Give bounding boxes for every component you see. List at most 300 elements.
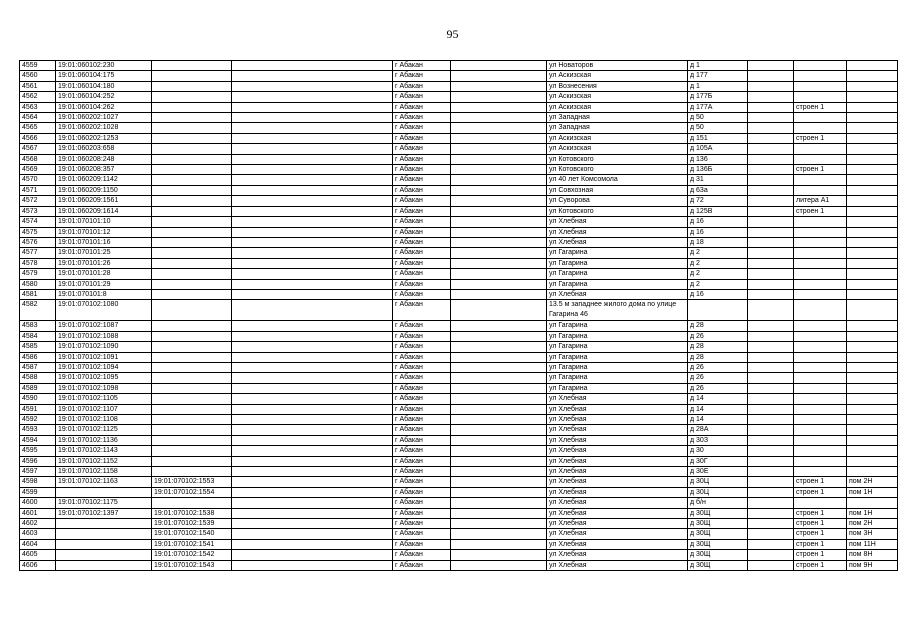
empty-cell-a: [232, 279, 393, 289]
row-number-cell: 4591: [20, 404, 56, 414]
city-cell: г Абакан: [393, 144, 451, 154]
house-cell: д 30Е: [688, 467, 748, 477]
city-cell: г Абакан: [393, 415, 451, 425]
table-row: [20, 362, 898, 372]
table-row: [20, 560, 898, 570]
city-cell: г Абакан: [393, 550, 451, 560]
building-cell: строен 1: [794, 133, 847, 143]
empty-cell-a: [232, 185, 393, 195]
empty-cell-b: [451, 415, 547, 425]
building-cell: [794, 362, 847, 372]
empty-cell-a: [232, 498, 393, 508]
empty-cell-c: [748, 81, 794, 91]
premises-cell: [847, 133, 898, 143]
premises-cell: [847, 269, 898, 279]
empty-cell-b: [451, 435, 547, 445]
house-cell: д 26: [688, 383, 748, 393]
table-row: [20, 248, 898, 258]
sub-cadastral-number-cell: [152, 196, 232, 206]
street-cell: ул Новаторов: [547, 61, 688, 71]
premises-cell: пом 1Н: [847, 487, 898, 497]
empty-cell-b: [451, 560, 547, 570]
row-number-cell: 4579: [20, 269, 56, 279]
street-cell: ул Хлебная: [547, 415, 688, 425]
street-cell: ул Хлебная: [547, 477, 688, 487]
sub-cadastral-number-cell: 19:01:070102:1543: [152, 560, 232, 570]
empty-cell-c: [748, 102, 794, 112]
empty-cell-a: [232, 446, 393, 456]
empty-cell-c: [748, 237, 794, 247]
premises-cell: [847, 123, 898, 133]
empty-cell-c: [748, 487, 794, 497]
cadastral-number-cell: 19:01:070102:1163: [56, 477, 152, 487]
building-cell: [794, 425, 847, 435]
premises-cell: [847, 258, 898, 268]
row-number-cell: 4566: [20, 133, 56, 143]
cadastral-number-cell: 19:01:060104:180: [56, 81, 152, 91]
sub-cadastral-number-cell: [152, 331, 232, 341]
building-cell: строен 1: [794, 477, 847, 487]
house-cell: д 28: [688, 342, 748, 352]
street-cell: ул Аскизская: [547, 133, 688, 143]
city-cell: г Абакан: [393, 321, 451, 331]
premises-cell: [847, 217, 898, 227]
building-cell: [794, 300, 847, 321]
city-cell: г Абакан: [393, 92, 451, 102]
house-cell: д 26: [688, 362, 748, 372]
empty-cell-b: [451, 165, 547, 175]
row-number-cell: 4578: [20, 258, 56, 268]
building-cell: [794, 123, 847, 133]
empty-cell-b: [451, 321, 547, 331]
empty-cell-b: [451, 71, 547, 81]
street-cell: ул Котовского: [547, 154, 688, 164]
empty-cell-b: [451, 539, 547, 549]
house-cell: д 26: [688, 373, 748, 383]
house-cell: д 177Б: [688, 92, 748, 102]
row-number-cell: 4603: [20, 529, 56, 539]
empty-cell-c: [748, 61, 794, 71]
city-cell: г Абакан: [393, 102, 451, 112]
table-row: [20, 539, 898, 549]
table-row: [20, 446, 898, 456]
row-number-cell: 4597: [20, 467, 56, 477]
row-number-cell: 4604: [20, 539, 56, 549]
empty-cell-a: [232, 487, 393, 497]
empty-cell-b: [451, 113, 547, 123]
sub-cadastral-number-cell: [152, 227, 232, 237]
cadastral-number-cell: 19:01:060104:262: [56, 102, 152, 112]
building-cell: [794, 227, 847, 237]
empty-cell-b: [451, 404, 547, 414]
sub-cadastral-number-cell: [152, 279, 232, 289]
cadastral-number-cell: 19:01:070101:8: [56, 289, 152, 299]
empty-cell-b: [451, 529, 547, 539]
empty-cell-c: [748, 300, 794, 321]
building-cell: [794, 435, 847, 445]
empty-cell-a: [232, 92, 393, 102]
empty-cell-c: [748, 404, 794, 414]
empty-cell-c: [748, 113, 794, 123]
premises-cell: [847, 196, 898, 206]
register-table-body: [20, 61, 898, 571]
row-number-cell: 4565: [20, 123, 56, 133]
premises-cell: пом 9Н: [847, 560, 898, 570]
table-row: [20, 435, 898, 445]
cadastral-number-cell: 19:01:060202:1028: [56, 123, 152, 133]
empty-cell-c: [748, 508, 794, 518]
house-cell: д 177: [688, 71, 748, 81]
sub-cadastral-number-cell: [152, 352, 232, 362]
sub-cadastral-number-cell: [152, 467, 232, 477]
sub-cadastral-number-cell: [152, 321, 232, 331]
street-cell: ул Хлебная: [547, 456, 688, 466]
premises-cell: пом 3Н: [847, 529, 898, 539]
empty-cell-a: [232, 321, 393, 331]
empty-cell-b: [451, 102, 547, 112]
table-row: [20, 352, 898, 362]
sub-cadastral-number-cell: [152, 185, 232, 195]
city-cell: г Абакан: [393, 331, 451, 341]
empty-cell-a: [232, 477, 393, 487]
house-cell: д 30Щ: [688, 508, 748, 518]
sub-cadastral-number-cell: [152, 71, 232, 81]
city-cell: г Абакан: [393, 435, 451, 445]
row-number-cell: 4586: [20, 352, 56, 362]
row-number-cell: 4573: [20, 206, 56, 216]
city-cell: г Абакан: [393, 133, 451, 143]
row-number-cell: 4592: [20, 415, 56, 425]
street-cell: ул Гагарина: [547, 342, 688, 352]
premises-cell: [847, 185, 898, 195]
table-row: [20, 415, 898, 425]
city-cell: г Абакан: [393, 185, 451, 195]
empty-cell-b: [451, 227, 547, 237]
city-cell: г Абакан: [393, 352, 451, 362]
row-number-cell: 4598: [20, 477, 56, 487]
street-cell: ул Суворова: [547, 196, 688, 206]
empty-cell-a: [232, 425, 393, 435]
table-row: [20, 498, 898, 508]
empty-cell-a: [232, 383, 393, 393]
street-cell: ул Хлебная: [547, 446, 688, 456]
sub-cadastral-number-cell: [152, 92, 232, 102]
house-cell: [688, 300, 748, 321]
house-cell: д 2: [688, 269, 748, 279]
street-cell: ул Гагарина: [547, 373, 688, 383]
house-cell: д 136Б: [688, 165, 748, 175]
row-number-cell: 4601: [20, 508, 56, 518]
table-row: [20, 383, 898, 393]
empty-cell-b: [451, 498, 547, 508]
cadastral-number-cell: 19:01:060104:252: [56, 92, 152, 102]
empty-cell-c: [748, 217, 794, 227]
row-number-cell: 4560: [20, 71, 56, 81]
empty-cell-c: [748, 175, 794, 185]
premises-cell: [847, 352, 898, 362]
street-cell: ул Хлебная: [547, 487, 688, 497]
cadastral-number-cell: [56, 550, 152, 560]
table-row: [20, 206, 898, 216]
sub-cadastral-number-cell: [152, 362, 232, 372]
premises-cell: [847, 425, 898, 435]
sub-cadastral-number-cell: [152, 446, 232, 456]
empty-cell-b: [451, 279, 547, 289]
house-cell: д 30Ц: [688, 487, 748, 497]
city-cell: г Абакан: [393, 227, 451, 237]
row-number-cell: 4583: [20, 321, 56, 331]
street-cell: ул Хлебная: [547, 508, 688, 518]
cadastral-number-cell: 19:01:070102:1095: [56, 373, 152, 383]
premises-cell: [847, 71, 898, 81]
empty-cell-c: [748, 362, 794, 372]
street-cell: ул Гагарина: [547, 362, 688, 372]
empty-cell-a: [232, 467, 393, 477]
empty-cell-b: [451, 81, 547, 91]
table-row: [20, 102, 898, 112]
sub-cadastral-number-cell: [152, 175, 232, 185]
row-number-cell: 4582: [20, 300, 56, 321]
building-cell: [794, 342, 847, 352]
building-cell: [794, 321, 847, 331]
building-cell: [794, 289, 847, 299]
cadastral-number-cell: [56, 519, 152, 529]
premises-cell: пом 8Н: [847, 550, 898, 560]
house-cell: д 14: [688, 394, 748, 404]
empty-cell-a: [232, 144, 393, 154]
street-cell: ул Котовского: [547, 165, 688, 175]
empty-cell-b: [451, 206, 547, 216]
house-cell: д 30З: [688, 435, 748, 445]
empty-cell-a: [232, 227, 393, 237]
empty-cell-b: [451, 487, 547, 497]
sub-cadastral-number-cell: 19:01:070102:1539: [152, 519, 232, 529]
city-cell: г Абакан: [393, 217, 451, 227]
table-row: [20, 279, 898, 289]
street-cell: ул Хлебная: [547, 498, 688, 508]
house-cell: д 14: [688, 404, 748, 414]
sub-cadastral-number-cell: [152, 425, 232, 435]
empty-cell-a: [232, 237, 393, 247]
empty-cell-c: [748, 269, 794, 279]
building-cell: [794, 269, 847, 279]
table-row: [20, 550, 898, 560]
empty-cell-c: [748, 123, 794, 133]
street-cell: ул Хлебная: [547, 227, 688, 237]
premises-cell: [847, 289, 898, 299]
city-cell: г Абакан: [393, 154, 451, 164]
row-number-cell: 4569: [20, 165, 56, 175]
building-cell: [794, 404, 847, 414]
street-cell: 13.5 м западнее жилого дома по улице Гагарина 46: [547, 300, 688, 321]
city-cell: г Абакан: [393, 81, 451, 91]
premises-cell: пом 2Н: [847, 519, 898, 529]
table-row: [20, 487, 898, 497]
cadastral-number-cell: 19:01:060209:1561: [56, 196, 152, 206]
house-cell: д 28: [688, 321, 748, 331]
premises-cell: [847, 154, 898, 164]
empty-cell-a: [232, 550, 393, 560]
empty-cell-c: [748, 331, 794, 341]
row-number-cell: 4567: [20, 144, 56, 154]
premises-cell: [847, 92, 898, 102]
premises-cell: [847, 102, 898, 112]
premises-cell: пом 2Н: [847, 477, 898, 487]
empty-cell-b: [451, 373, 547, 383]
cadastral-number-cell: 19:01:060102:230: [56, 61, 152, 71]
empty-cell-b: [451, 289, 547, 299]
premises-cell: [847, 498, 898, 508]
empty-cell-c: [748, 373, 794, 383]
table-row: [20, 394, 898, 404]
table-row: [20, 477, 898, 487]
empty-cell-a: [232, 342, 393, 352]
sub-cadastral-number-cell: [152, 123, 232, 133]
row-number-cell: 4563: [20, 102, 56, 112]
house-cell: д 30Ц: [688, 477, 748, 487]
empty-cell-c: [748, 394, 794, 404]
premises-cell: пом 11Н: [847, 539, 898, 549]
building-cell: строен 1: [794, 550, 847, 560]
city-cell: г Абакан: [393, 456, 451, 466]
row-number-cell: 4581: [20, 289, 56, 299]
cadastral-number-cell: 19:01:060104:175: [56, 71, 152, 81]
empty-cell-b: [451, 196, 547, 206]
table-row: [20, 165, 898, 175]
city-cell: г Абакан: [393, 300, 451, 321]
street-cell: ул Гагарина: [547, 383, 688, 393]
empty-cell-b: [451, 248, 547, 258]
house-cell: д 2: [688, 258, 748, 268]
empty-cell-c: [748, 196, 794, 206]
sub-cadastral-number-cell: [152, 81, 232, 91]
premises-cell: [847, 227, 898, 237]
house-cell: д 72: [688, 196, 748, 206]
empty-cell-c: [748, 383, 794, 393]
street-cell: ул Хлебная: [547, 217, 688, 227]
premises-cell: [847, 165, 898, 175]
empty-cell-c: [748, 92, 794, 102]
street-cell: ул Гагарина: [547, 269, 688, 279]
city-cell: г Абакан: [393, 362, 451, 372]
table-row: [20, 321, 898, 331]
empty-cell-a: [232, 165, 393, 175]
empty-cell-a: [232, 61, 393, 71]
row-number-cell: 4577: [20, 248, 56, 258]
cadastral-number-cell: 19:01:060208:248: [56, 154, 152, 164]
premises-cell: [847, 206, 898, 216]
table-row: [20, 237, 898, 247]
house-cell: д 16: [688, 227, 748, 237]
premises-cell: [847, 300, 898, 321]
city-cell: г Абакан: [393, 529, 451, 539]
cadastral-number-cell: 19:01:070101:16: [56, 237, 152, 247]
house-cell: д 2: [688, 248, 748, 258]
table-row: [20, 373, 898, 383]
building-cell: строен 1: [794, 508, 847, 518]
empty-cell-a: [232, 352, 393, 362]
house-cell: д 1: [688, 61, 748, 71]
sub-cadastral-number-cell: [152, 248, 232, 258]
street-cell: ул Хлебная: [547, 529, 688, 539]
street-cell: ул Гагарина: [547, 331, 688, 341]
sub-cadastral-number-cell: [152, 289, 232, 299]
row-number-cell: 4584: [20, 331, 56, 341]
street-cell: ул Совхозная: [547, 185, 688, 195]
building-cell: строен 1: [794, 539, 847, 549]
empty-cell-c: [748, 248, 794, 258]
row-number-cell: 4593: [20, 425, 56, 435]
street-cell: ул Хлебная: [547, 467, 688, 477]
sub-cadastral-number-cell: 19:01:070102:1553: [152, 477, 232, 487]
sub-cadastral-number-cell: [152, 383, 232, 393]
building-cell: [794, 71, 847, 81]
house-cell: д 28: [688, 352, 748, 362]
sub-cadastral-number-cell: [152, 217, 232, 227]
house-cell: д б/н: [688, 498, 748, 508]
empty-cell-a: [232, 394, 393, 404]
table-row: [20, 196, 898, 206]
sub-cadastral-number-cell: [152, 300, 232, 321]
sub-cadastral-number-cell: [152, 133, 232, 143]
building-cell: [794, 498, 847, 508]
street-cell: ул Западная: [547, 113, 688, 123]
table-row: [20, 185, 898, 195]
row-number-cell: 4600: [20, 498, 56, 508]
row-number-cell: 4572: [20, 196, 56, 206]
page-number: 95: [446, 27, 459, 41]
street-cell: ул Гагарина: [547, 258, 688, 268]
sub-cadastral-number-cell: [152, 258, 232, 268]
table-row: [20, 175, 898, 185]
cadastral-number-cell: 19:01:070102:1152: [56, 456, 152, 466]
sub-cadastral-number-cell: [152, 342, 232, 352]
empty-cell-b: [451, 425, 547, 435]
cadastral-number-cell: 19:01:070102:1158: [56, 467, 152, 477]
house-cell: д 14: [688, 415, 748, 425]
street-cell: ул Аскизская: [547, 92, 688, 102]
city-cell: г Абакан: [393, 248, 451, 258]
city-cell: г Абакан: [393, 258, 451, 268]
sub-cadastral-number-cell: 19:01:070102:1541: [152, 539, 232, 549]
building-cell: строен 1: [794, 487, 847, 497]
building-cell: [794, 237, 847, 247]
cadastral-number-cell: 19:01:060202:1027: [56, 113, 152, 123]
building-cell: [794, 61, 847, 71]
row-number-cell: 4564: [20, 113, 56, 123]
row-number-cell: 4596: [20, 456, 56, 466]
table-row: [20, 456, 898, 466]
empty-cell-a: [232, 81, 393, 91]
cadastral-number-cell: 19:01:070101:26: [56, 258, 152, 268]
row-number-cell: 4574: [20, 217, 56, 227]
house-cell: д 18: [688, 237, 748, 247]
cadastral-number-cell: 19:01:070102:1098: [56, 383, 152, 393]
city-cell: г Абакан: [393, 467, 451, 477]
table-row: [20, 154, 898, 164]
empty-cell-b: [451, 217, 547, 227]
table-row: [20, 467, 898, 477]
empty-cell-a: [232, 102, 393, 112]
cadastral-number-cell: [56, 487, 152, 497]
house-cell: д 1: [688, 81, 748, 91]
city-cell: г Абакан: [393, 113, 451, 123]
table-row: [20, 71, 898, 81]
empty-cell-b: [451, 519, 547, 529]
empty-cell-a: [232, 289, 393, 299]
city-cell: г Абакан: [393, 269, 451, 279]
premises-cell: [847, 467, 898, 477]
